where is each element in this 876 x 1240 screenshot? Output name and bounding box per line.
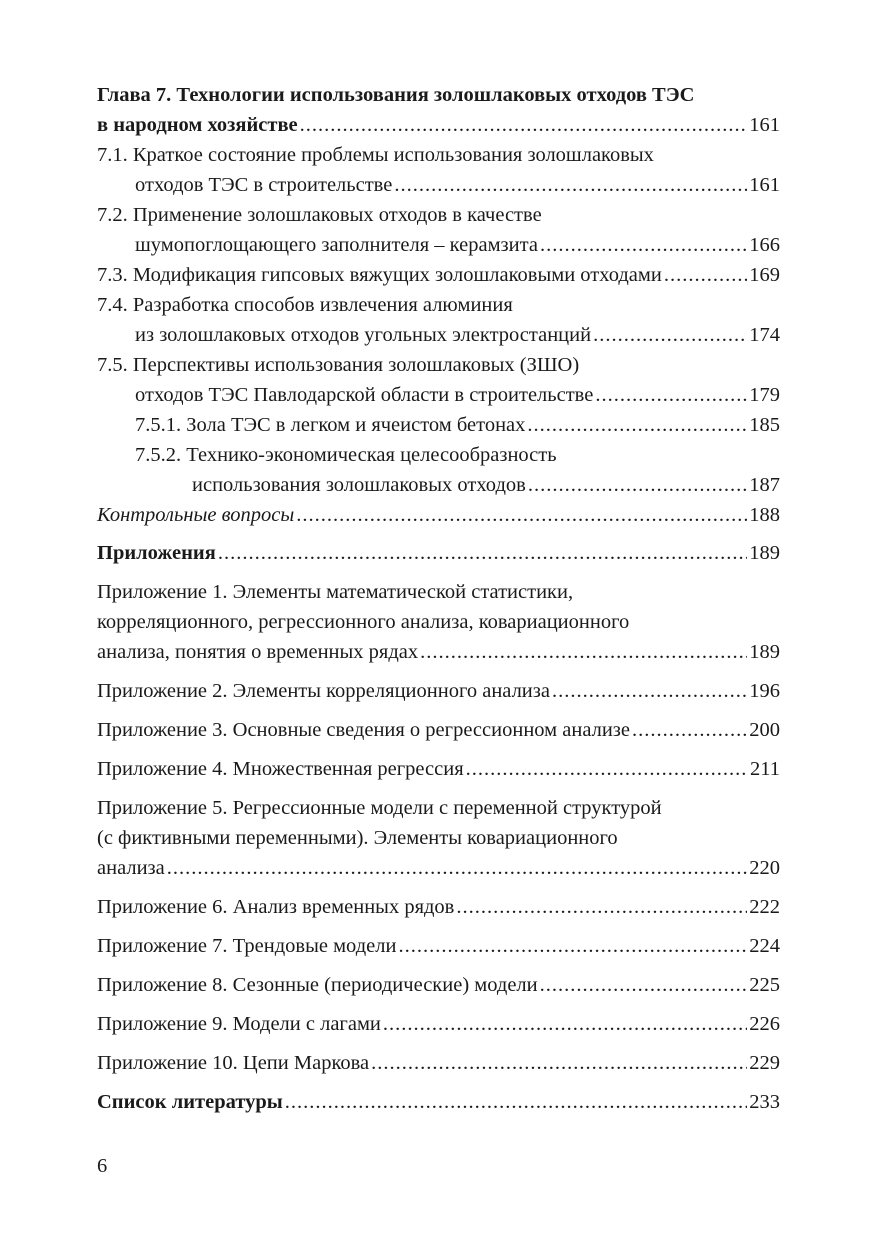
toc-entry-7-2[interactable] [97,200,780,260]
toc-line [97,1048,780,1078]
toc-page-number: 166 [749,234,780,256]
toc-entry-appendix-2[interactable] [97,676,780,706]
dot-leader [420,637,747,667]
toc-line [97,320,780,350]
toc-entry-chapter-7[interactable] [97,80,780,140]
toc-line [97,970,780,1000]
toc-entry-title: 7.3. Модификация гипсовых вяжущих золошлаковыми отходами [97,264,662,286]
toc-entry-title-cont: (с фиктивными переменными). Элементы ковариационного [97,827,618,849]
dot-leader [285,1087,747,1117]
toc-entry-title-cont: из золошлаковых отходов угольных электростанций [135,324,592,346]
toc-page-number: 189 [749,641,780,663]
toc-line [97,260,780,290]
dot-leader [632,715,747,745]
dot-leader [456,892,747,922]
toc-entry-title: 7.2. Применение золошлаковых отходов в качестве [97,204,542,226]
dot-leader [595,380,747,410]
toc-entry-7-1[interactable] [97,140,780,200]
toc-entry-appendix-8[interactable] [97,970,780,1000]
toc-line [97,892,780,922]
toc-entry-appendix-6[interactable] [97,892,780,922]
toc-entry-appendix-5[interactable] [97,793,780,883]
toc-entry-references[interactable] [97,1087,780,1117]
toc-entry-7-5-1[interactable] [97,410,780,440]
toc-entry-title: Приложение 5. Регрессионные модели с переменной структурой [97,797,662,819]
toc-entry-appendices[interactable] [97,538,780,568]
toc-entry-title-cont: в народном хозяйстве [97,114,298,136]
toc-entry-title-cont: анализа [97,857,165,879]
toc-line [97,676,780,706]
toc-entry-title: Приложение 7. Трендовые модели [97,935,397,957]
toc-line [97,410,780,440]
toc-page-number: 225 [749,974,780,996]
toc-page-number: 169 [749,264,780,286]
toc-entry-7-5-2[interactable] [97,440,780,500]
toc-line [97,1087,780,1117]
toc-page-number: 200 [749,719,780,741]
toc-entry-title-cont: анализа, понятия о временных рядах [97,641,419,663]
dot-leader [296,500,747,530]
toc-entry-title: 7.5. Перспективы использования золошлаковых (ЗШО) [97,354,580,376]
toc-page-number: 187 [749,474,780,496]
toc-page-number: 161 [749,114,780,136]
toc-entry-title: Глава 7. Технологии использования золошлаковых отходов ТЭС [97,84,695,106]
dot-leader [398,931,747,961]
toc-line [97,80,780,110]
dot-leader [167,853,748,883]
toc-entry-title: Список литературы [97,1091,283,1113]
table-of-contents [97,80,780,1117]
toc-page-number: 224 [749,935,780,957]
toc-line [97,577,780,607]
toc-line [97,140,780,170]
toc-page-number: 222 [749,896,780,918]
toc-entry-appendix-1[interactable] [97,577,780,667]
dot-leader [371,1048,747,1078]
toc-entry-title: 7.5.1. Зола ТЭС в легком и ячеистом бетонах [135,414,526,436]
toc-line [97,230,780,260]
toc-entry-title: 7.4. Разработка способов извлечения алюминия [97,294,513,316]
toc-line [97,200,780,230]
toc-line [97,931,780,961]
toc-entry-title: 7.5.2. Технико-экономическая целесообразность [135,444,557,466]
toc-page-number: 229 [749,1052,780,1074]
toc-entry-appendix-9[interactable] [97,1009,780,1039]
toc-page-number: 179 [749,384,780,406]
toc-entry-title-cont: отходов ТЭС в строительстве [135,174,393,196]
toc-page-number: 188 [749,504,780,526]
toc-line [97,538,780,568]
toc-page-number: 189 [749,542,780,564]
dot-leader [383,1009,747,1039]
toc-line [97,170,780,200]
page-number: 6 [97,1155,108,1177]
dot-leader [664,260,747,290]
toc-entry-appendix-10[interactable] [97,1048,780,1078]
toc-line [97,290,780,320]
toc-page-number: 185 [749,414,780,436]
toc-page-number: 196 [749,680,780,702]
toc-entry-title-cont: использования золошлаковых отходов [192,474,526,496]
toc-entry-title-cont: отходов ТЭС Павлодарской области в строительстве [135,384,594,406]
toc-line [97,1009,780,1039]
toc-line [97,853,780,883]
toc-line [97,500,780,530]
toc-page-number: 220 [749,857,780,879]
toc-line [97,637,780,667]
toc-line [97,110,780,140]
toc-entry-title: Приложение 8. Сезонные (периодические) модели [97,974,538,996]
toc-line [97,823,780,853]
dot-leader [593,320,747,350]
toc-line [97,440,780,470]
toc-line [97,715,780,745]
toc-page-number: 211 [750,758,780,780]
toc-entry-title: Приложение 3. Основные сведения о регрессионном анализе [97,719,630,741]
toc-entry-title: Приложение 9. Модели с лагами [97,1013,381,1035]
dot-leader [300,110,748,140]
toc-line [97,470,780,500]
toc-page-number: 161 [749,174,780,196]
toc-entry-title: Приложение 2. Элементы корреляционного анализа [97,680,550,702]
toc-entry-appendix-3[interactable] [97,715,780,745]
toc-entry-appendix-7[interactable] [97,931,780,961]
toc-line [97,754,780,784]
dot-leader [540,230,747,260]
toc-entry-title-cont: корреляционного, регрессионного анализа, ковариационного [97,611,630,633]
toc-entry-title: 7.1. Краткое состояние проблемы использования золошлаковых [97,144,654,166]
toc-entry-title-cont: шумопоглощающего заполнителя – керамзита [135,234,538,256]
dot-leader [527,410,747,440]
dot-leader [540,970,748,1000]
toc-line [97,793,780,823]
toc-entry-7-4[interactable] [97,290,780,350]
toc-entry-title: Приложения [97,542,216,564]
toc-line [97,607,780,637]
toc-entry-title: Приложение 10. Цепи Маркова [97,1052,370,1074]
dot-leader [394,170,747,200]
toc-page-number: 174 [749,324,780,346]
dot-leader [218,538,747,568]
dot-leader [528,470,747,500]
toc-entry-7-5[interactable] [97,350,780,410]
toc-entry-title: Приложение 1. Элементы математической статистики, [97,581,574,603]
dot-leader [466,754,748,784]
toc-page-number: 226 [749,1013,780,1035]
toc-entry-7-3[interactable] [97,260,780,290]
toc-entry-control-questions[interactable] [97,500,780,530]
toc-entry-title: Контрольные вопросы [97,504,295,526]
dot-leader [552,676,747,706]
toc-line [97,380,780,410]
toc-line [97,350,780,380]
toc-entry-title: Приложение 6. Анализ временных рядов [97,896,455,918]
toc-entry-appendix-4[interactable] [97,754,780,784]
toc-entry-title: Приложение 4. Множественная регрессия [97,758,464,780]
toc-page-number: 233 [749,1091,780,1113]
